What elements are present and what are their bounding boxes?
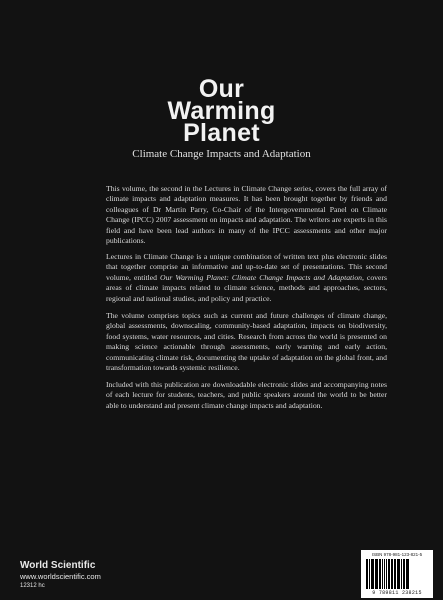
barcode-bar (384, 559, 385, 589)
publisher-code: 12312 hc (20, 583, 45, 589)
publisher-name: World Scientific (20, 560, 96, 571)
barcode-bars (366, 559, 428, 589)
barcode-bar (380, 559, 381, 589)
subtitle: Climate Change Impacts and Adaptation (132, 148, 311, 160)
blurb-paragraph-2 (106, 252, 387, 315)
paragraph-2-part-a: Lectures in Climate Change is a unique combination of written text plus electronic slides that together comprise an informative and up-to-date set of presentations. This second volume, entitled (106, 252, 387, 282)
paragraph-2-text (106, 252, 387, 304)
paragraph-4-text: Included with this publication are downloadable electronic slides and accompanying notes of each lecture for students, teachers, and public speakers around the world to be better able to understand and present climate change impacts and adaptation. (106, 380, 387, 410)
barcode-bar (407, 559, 409, 589)
barcode-bar (369, 559, 370, 589)
isbn-barcode (361, 550, 433, 598)
barcode-bar (404, 559, 405, 589)
barcode-bar (389, 559, 390, 589)
title-line-3: Planet (183, 119, 260, 147)
publisher-block (20, 560, 101, 590)
paragraph-3-text: The volume comprises topics such as current and future challenges of climate change, global assessments, downscaling, community-based adaptation, impacts on biodiversity, food systems, water resources, and cities. Research from across the world is presented on making science actionable through assessments, early warning and early action, communicating climate risk, documenting the uptake of adaptation on the global front, and transformation towards systemic resilience. (106, 311, 387, 373)
paragraph-1-text: This volume, the second in the Lectures in Climate Change series, covers the full array of climate impacts and adaptation measures. It has been brought together by friends and colleagues of Dr Martin Parry, Co-Chair of the Intergovernmental Panel on Climate Change (IPCC) 2007 assessment on impacts and adaptation. The writers are experts in this field and have been lead authors in many of the IPCC assessments and other major publications. (106, 184, 387, 246)
barcode-bar (394, 559, 395, 589)
title-line-1: Our (198, 75, 245, 103)
barcode-bar (401, 559, 402, 589)
title-line-2: Warming (167, 97, 276, 125)
isbn-label: ISBN 978-981-123-821-5 (371, 552, 423, 557)
barcode-digits: 9 789811 238215 (372, 590, 422, 596)
blurb-paragraph-1 (106, 184, 387, 257)
publisher-url: www.worldscientific.com (20, 572, 101, 581)
blurb-paragraph-3 (106, 311, 387, 384)
blurb-paragraph-4 (106, 380, 387, 422)
paragraph-2-book-title: Our Warming Planet: Climate Change Impacts and Adaptation (160, 272, 363, 282)
paragraph-2-part-b: , covers areas of climate impacts related to climate science, methods and approaches, sectors, regional and national studies, and policy and practice. (106, 272, 387, 303)
barcode-bar (373, 559, 374, 589)
